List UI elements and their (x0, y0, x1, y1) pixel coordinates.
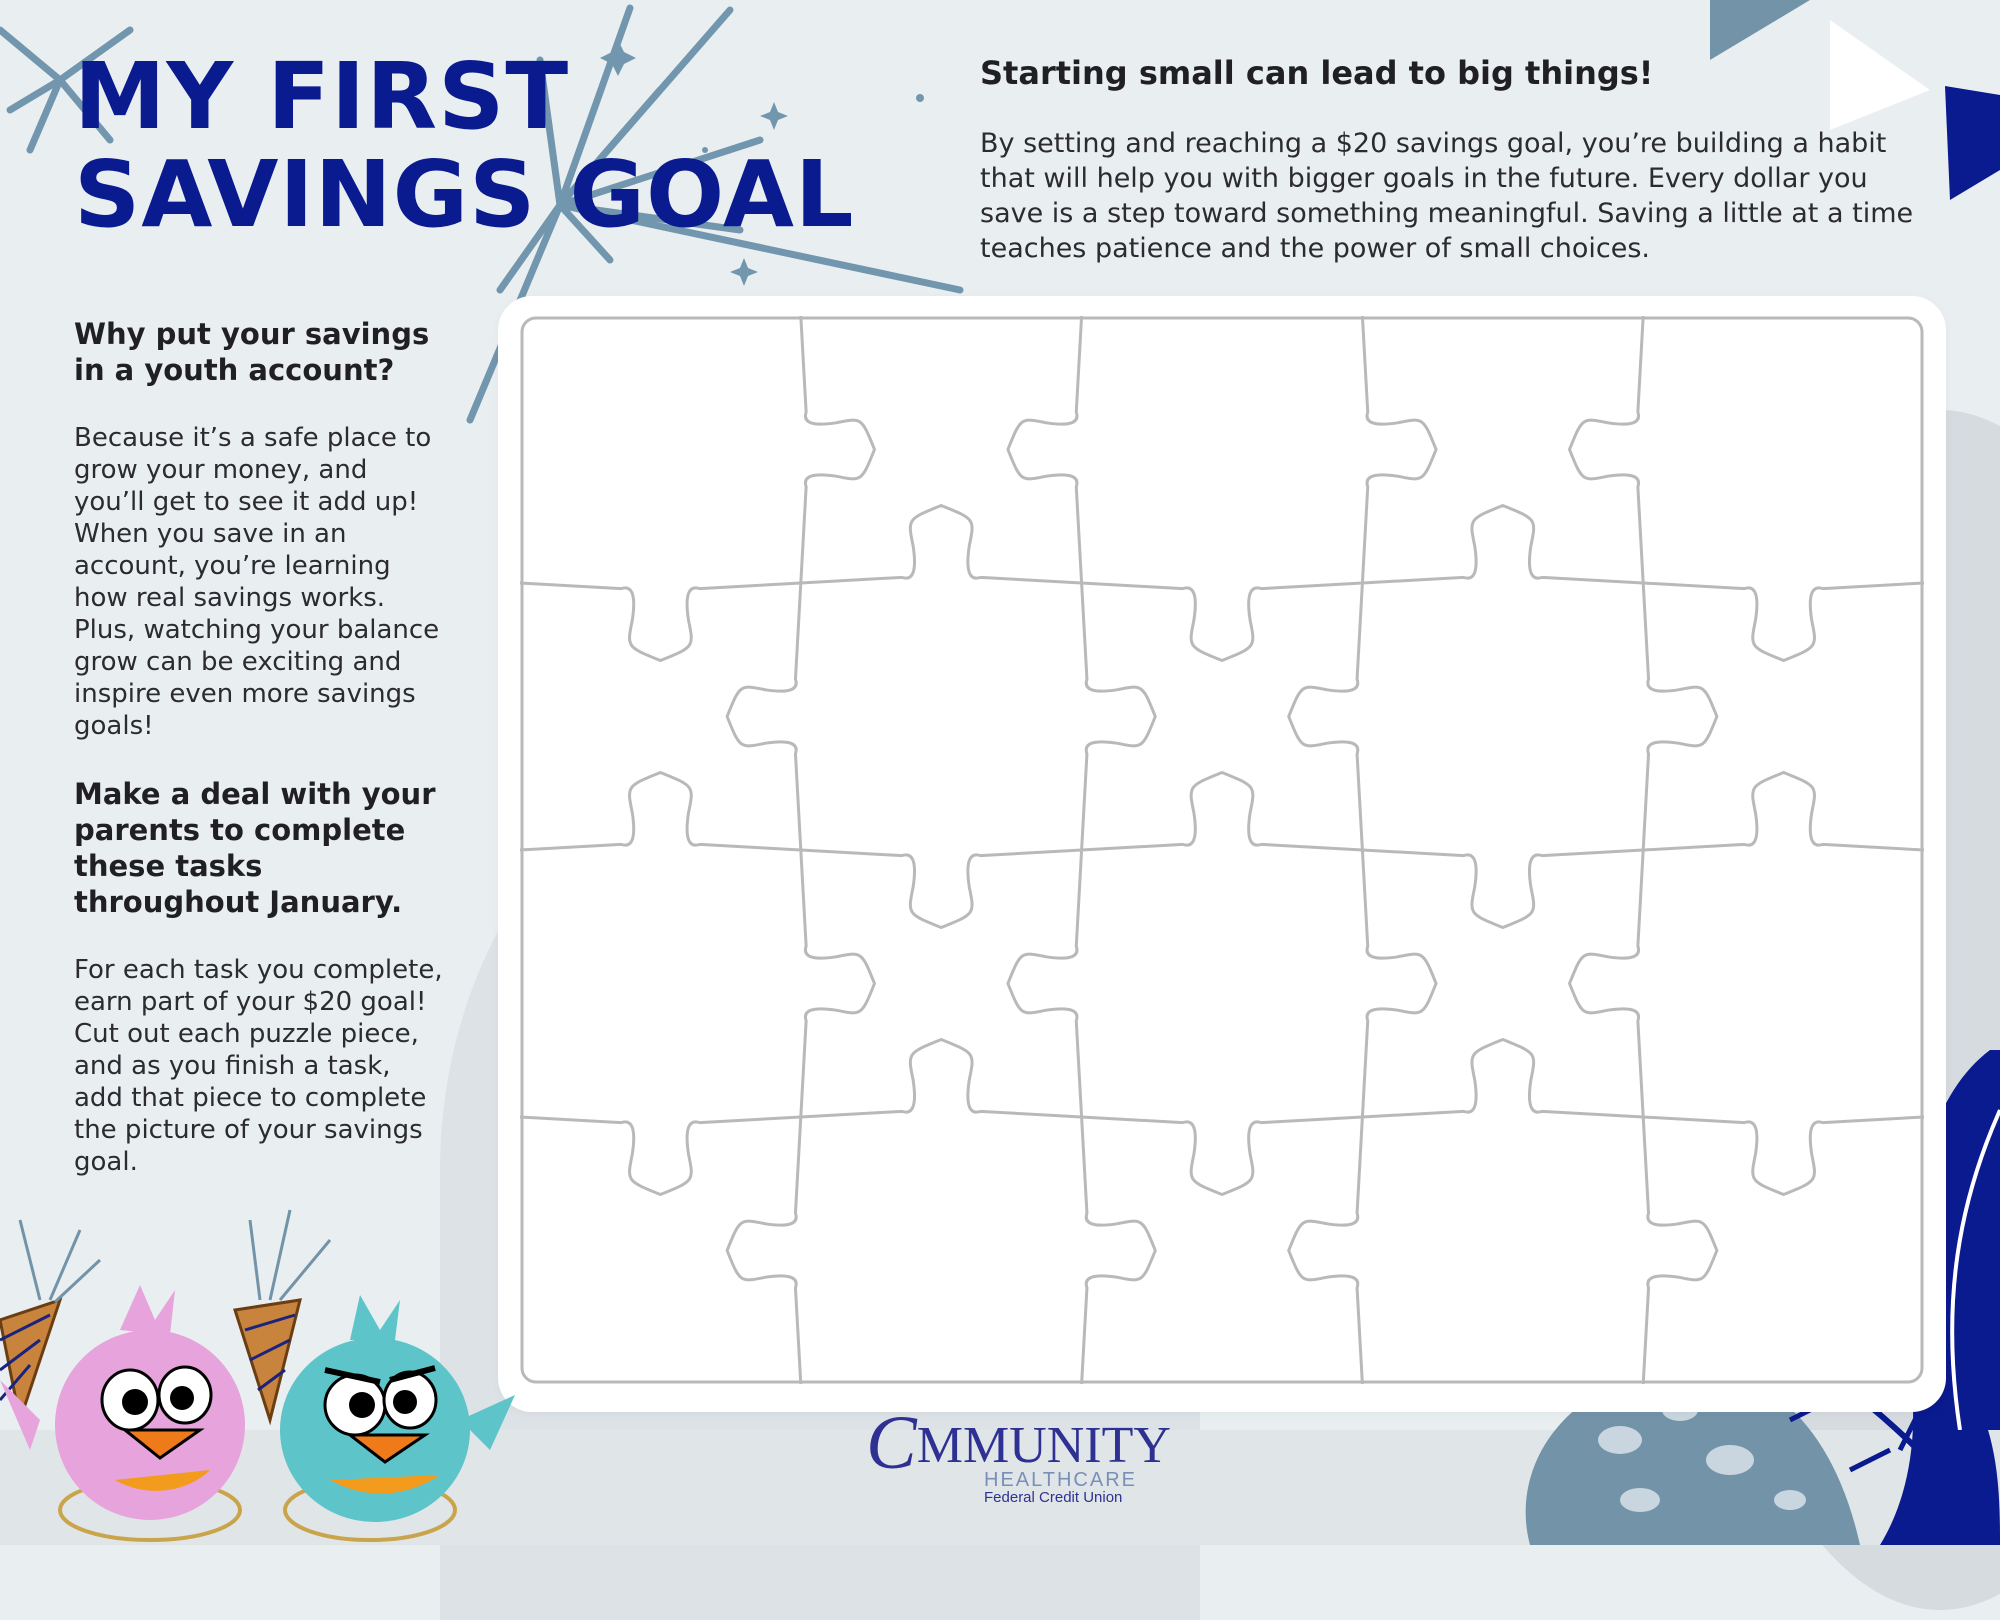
title-line-1: MY FIRST (74, 43, 570, 150)
intro-heading: Starting small can lead to big things! (980, 54, 1654, 92)
community-healthcare-logo (866, 1401, 1171, 1507)
bird-icon (0, 1190, 540, 1545)
intro-body: By setting and reaching a $20 savings goal, you’re building a habit that will help you with bigger goals in the future. Every dollar you save is a step toward something meaningful. Saving a little at a time teaches patience and the power of small choices. (980, 128, 1914, 264)
puzzle-border (522, 318, 1922, 1382)
puzzle-grid (520, 316, 1924, 1384)
logo-healthcare: HEALTHCARE (984, 1469, 1137, 1491)
title-line-2: SAVINGS GOAL (74, 141, 855, 248)
sidebar-heading-why: Why put your savings in a youth account? (74, 317, 430, 387)
sidebar (74, 316, 446, 1178)
logo-fcu: Federal Credit Union (984, 1489, 1123, 1506)
sidebar-body-deal: For each task you complete, earn part of your $20 goal! Cut out each puzzle piece, and as you finish a task, add that piece to complete the picture of your savings goal. (74, 955, 443, 1177)
page-title (74, 43, 855, 248)
logo-wordmark-initial: C (866, 1401, 917, 1485)
logo-wordmark-rest: MMUNITY (916, 1417, 1171, 1474)
sidebar-heading-deal: Make a deal with your parents to complete these tasks throughout January. (74, 777, 436, 919)
sidebar-body-why: Because it’s a safe place to grow your money, and you’ll get to see it add up! When you save in an account, you’re learning how real savings works. Plus, watching your balance grow can be exciting and inspire even more savings goals! (74, 423, 440, 741)
